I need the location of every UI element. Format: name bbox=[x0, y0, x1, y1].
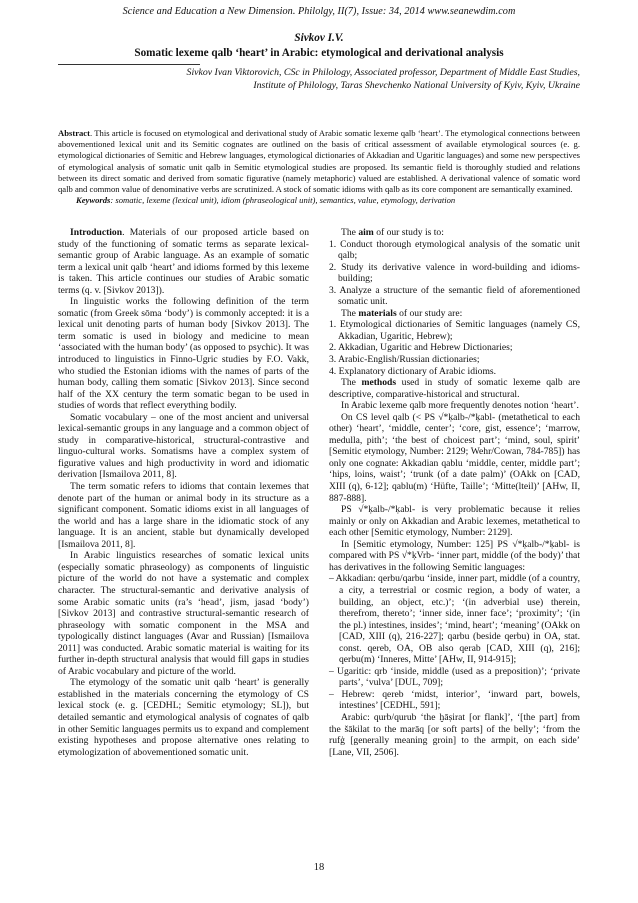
paragraph: PS √*ḳalb-/*ḳabl- is very problematic because it relies mainly or only on Akkadian and Arabic lexemes, metathetical to each other [Semitic etymology, Number: 2129]. bbox=[329, 504, 580, 539]
paragraph: On CS level qalb (< PS √*ḳalb-/*ḳabl- (metathetical to each other) ‘heart’, ‘middle, center’; ‘core, gist, essence’; ‘marrow, medulla, pith’; ‘the best of choicest part’; ‘mind, soul, spirit’ [Semitic etymology, Number: 2129; Wehr/Cowan, 784-785]) has only one cognate: Akkadian qablu ‘middle, center, middle part’; ‘hips, loins, waist’; ‘trunk (of a date palm)’ (OAkk on [CAD, XIII (q), 6-12]; qablu(m) ‘Hüfte, Taille’; ‘Mitte(lteil)’ [AHw, II, 887-888]. bbox=[329, 411, 580, 504]
affiliation-line-2: Institute of Philology, Taras Shevchenko National University of Kyiv, Kyiv, Ukraine bbox=[253, 80, 580, 91]
paragraph: In Arabic lexeme qalb more frequently denotes notion ‘heart’. bbox=[341, 400, 579, 412]
materials-heading: The materials of our study are: bbox=[341, 307, 463, 319]
list-item: 2. Study its derivative valence in word-building and idioms-building; bbox=[329, 261, 580, 285]
author-name: Sivkov I.V. bbox=[294, 32, 344, 44]
list-item: – Hebrew: qereb ‘midst, interior’, ‘inward part, bowels, intestines’ [CEDHL, 591]; bbox=[329, 688, 580, 712]
paragraph: In linguistic works the following definition of the term somatic (from Greek sōma ‘body’) is commonly accepted: it is a lexical unit denoting parts of human body [Sivkov 2013]. The term somatic is used in biology and medicine to mean ‘associated with the human body’ (as opposed to psychic). It was introduced to linguistics in Finno-Ugric studies by F.O. Vakk, who studied the Estonian idioms with the names of parts of the human body, calling them somatic [Sivkov 2013]. Since second half of the XX century the term somatic began to be used in studies of words that reflect everything bodily. bbox=[58, 296, 309, 412]
abstract bbox=[58, 128, 580, 206]
paragraph: In Arabic linguistics researches of somatic lexical units (especially somatic phraseology) as components of linguistic picture of the world do not have a systematic and complex character. The structural-semantic and derivative analysis of some Arabic somatic units (ra’s ‘head’, jism, jasad ‘body’) [Sivkov 2013] and contrastive structural-semantic research of phraseology with somatic component in the MSA and typologically distinct languages (Avar and Russian) [Ismailova 2011] was conducted. Arabic somatic material is waiting for its further in-depth structural analysis that would fill gaps in studies of Arabic vocabulary and picture of the world. bbox=[58, 550, 309, 677]
abstract-text: . This article is focused on etymological and derivational study of Arabic somatic lexeme qalb ‘heart’. The etymological connections between abovementioned lexical unit and its Semitic cognates are outlined on the basis of critical assessment of available etymological sources (e. g. etymological dictionaries of Semitic and Hebrew languages, etymological dictionaries of Akkadian and Ugaritic languages) and some new perspectives of etymological analysis of somatic unit qalb in Semitic etymological studies are proposed. Its semantic field is thoroughly studied and relations between its direct somatic and derived from somatic figurative (namely metaphoric) valued are established. A derivational valence of somatic word qalb and common value of denominative verbs are scrutinized. A stock of somatic idioms with qalb as its core component are semantically examined. bbox=[58, 128, 580, 195]
separator-rule bbox=[58, 64, 200, 65]
list-item: – Akkadian: qerbu/qarbu ‘inside, inner part, middle (of a country, a city, a terrestrial or cosmic region, a body of water, a building, an object, etc.)’; ‘(in adverbial use) therein, therefrom, thereto’; ‘inner side, inner face’; ‘proximity’; ‘(in the pl.) intestines, insides’; ‘mind, heart’; ‘meaning’ (OAkk on [CAD, XIII (q), 216-227]; qarbu (beside qerbu) in OA, stat. const. qereb, OA, OB also qerab [CAD, XIII (q), 216]; qerbu(m) ‘Inneres, Mitte’ [AHw, II, 914-915]; bbox=[329, 573, 580, 666]
paragraph: The etymology of the somatic unit qalb ‘heart’ is generally established in the materials concerning the etymology of CS lexical stock (e. g. [CEDHL; Semitic etymology; SL]), but detailed semantic and etymological analysis of cognates of qalb in other Semitic languages permits us to expand and complement existing hypotheses and propose alternative ones relating to etymologization of abovementioned somatic unit. bbox=[58, 677, 309, 758]
right-column bbox=[329, 227, 580, 758]
list-item: 1. Etymological dictionaries of Semitic languages (namely CS, Akkadian, Ugaritic, Hebrew); bbox=[329, 319, 580, 342]
paragraph: Somatic vocabulary – one of the most ancient and universal lexical-semantic groups in any language and a common object of study in comparative-historical, structural-contrastive and linguo-cultural works. Somatisms have a complex system of figurative values and high productivity in word and idiomatic derivation [Ismailova 2011, 8]. bbox=[58, 411, 309, 481]
paragraph: The term somatic refers to idioms that contain lexemes that denote part of the human or animal body in its structure as a significant component. Somatic idioms exist in all languages of the world and has a large share in the idiomatic stock of any language. It is an ancient, stable but dynamically developed [Ismailova 2011, 8]. bbox=[58, 481, 309, 550]
intro-label: Introduction bbox=[70, 227, 123, 238]
methods-paragraph: The methods used in study of somatic lexeme qalb are descriptive, comparative-historical and structural. bbox=[329, 377, 580, 400]
list-item: 2. Akkadian, Ugaritic and Hebrew Dictionaries; bbox=[329, 342, 513, 354]
journal-header: Science and Education a New Dimension. Philolgy, II(7), Issue: 34, 2014 www.seanewdim.com bbox=[122, 6, 516, 17]
page-number: 18 bbox=[313, 862, 325, 873]
keywords bbox=[58, 195, 580, 206]
affiliation bbox=[58, 66, 580, 92]
list-item: 3. Analyze a structure of the semantic field of aforementioned somatic unit. bbox=[329, 284, 580, 308]
paragraph: Introduction. Materials of our proposed article based on study of the functioning of somatic terms as separate lexical-semantic group of Arabic language. As an example of somatic term a lexical unit qalb ‘heart’ and idioms formed by this lexeme is taken. This article continues our studies of Arabic somatic terms (q. v. [Sivkov 2013]). bbox=[58, 227, 309, 296]
left-column bbox=[58, 227, 309, 758]
paragraph: Arabic: qurb/qurub ‘the ḫāṣirat [or flank]’, ‘[the part] from the šākilat to the marāq [or soft parts] of the belly’; ‘from the rufġ [generally meaning groin] to the armpit, on each side’ [Lane, VII, 2506]. bbox=[329, 711, 580, 758]
list-item: 1. Conduct thorough etymological analysis of the somatic unit qalb; bbox=[329, 238, 580, 262]
keywords-text: : somatic, lexeme (lexical unit), idiom (phraseological unit), semantics, value, etymology, derivation bbox=[110, 195, 456, 206]
affiliation-line-1: Sivkov Ivan Viktorovich, CSc in Philology, Associated professor, Department of Middle East Studies, bbox=[186, 67, 580, 78]
keywords-label: Keywords bbox=[76, 195, 111, 206]
article-title: Somatic lexeme qalb ‘heart’ in Arabic: etymological and derivational analysis bbox=[134, 47, 504, 59]
abstract-label: Abstract bbox=[58, 128, 90, 138]
list-item: – Ugaritic: qrb ‘inside, middle (used as a preposition)’; ‘private parts’, ‘vulva’ [DUL, 709]; bbox=[329, 665, 580, 689]
paragraph: In [Semitic etymology, Number: 125] PS √*ḳalb-/*ḳabl- is compared with PS √*ḳVrb- ‘inner part, middle (of the body)’ that has derivatives in the following Semitic languages: bbox=[329, 538, 580, 573]
aim-heading: The aim of our study is to: bbox=[341, 227, 444, 238]
list-item: 4. Explanatory dictionary of Arabic idioms. bbox=[329, 365, 497, 377]
list-item: 3. Arabic-English/Russian dictionaries; bbox=[329, 354, 480, 366]
